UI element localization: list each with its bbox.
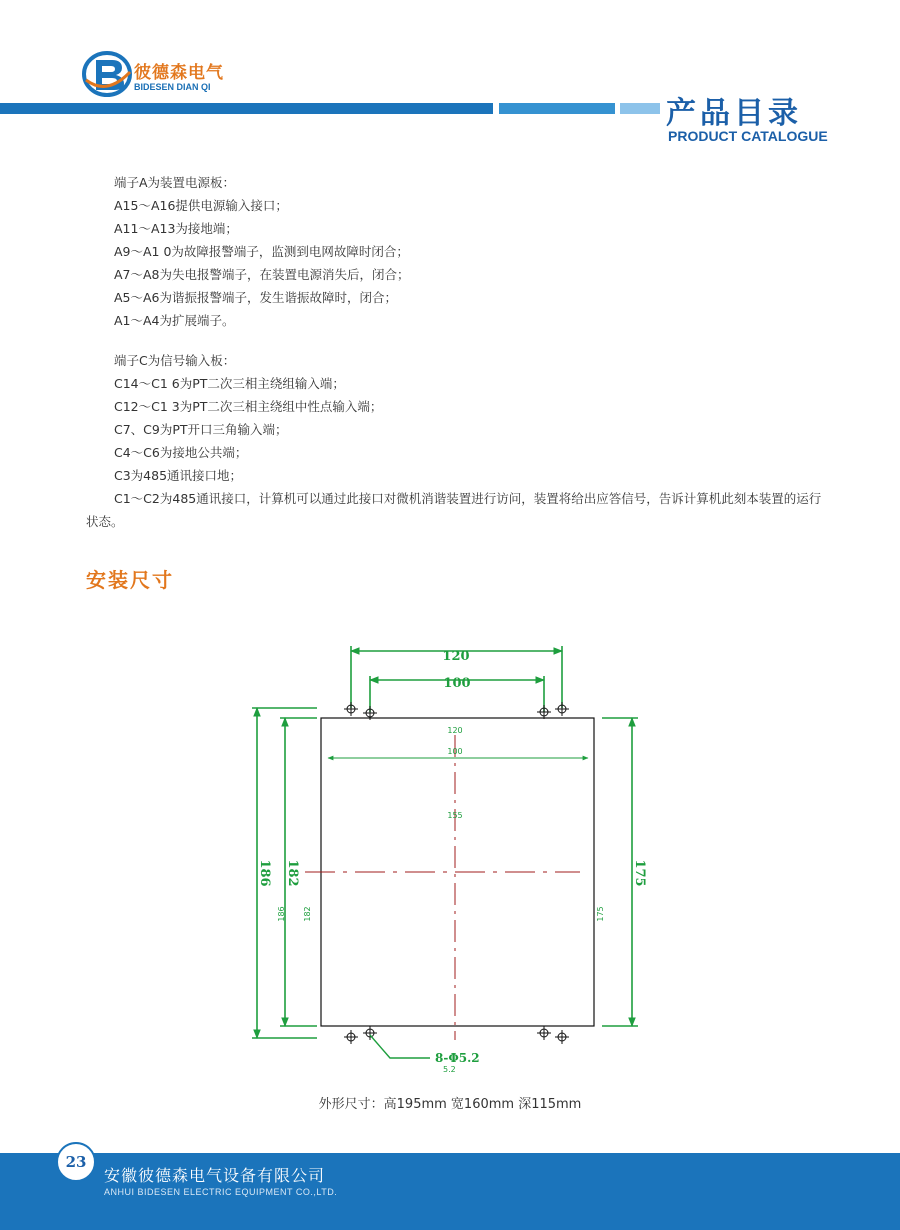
header-bar-light: [620, 103, 660, 114]
text-line: A5～A6为谐振报警端子，发生谐振故障时，闭合；: [114, 290, 398, 305]
text-paragraph: C1～C2为485通讯接口，计算机可以通过此接口对微机消谐装置进行访问，装置将给出应答信号，告诉计算机此刻本装置的运行状态。: [86, 491, 822, 529]
installation-dimension-drawing: [240, 640, 660, 1080]
company-logo: [82, 50, 232, 98]
dimensions-caption: 外形尺寸：高195mm 宽160mm 深115mm: [318, 1097, 582, 1112]
terminal-c-description: [86, 349, 826, 533]
page-number: 23: [56, 1142, 96, 1182]
dim-text-186-outer: 186: [257, 859, 272, 887]
dim-text-120-outer: 120: [442, 649, 470, 664]
text-line: A11～A13为接地端；: [114, 221, 238, 236]
logo-text-cn: 彼德森电气: [134, 63, 224, 83]
text-line: C7、C9为PT开口三角输入端；: [114, 422, 288, 437]
terminal-a-description: [86, 171, 826, 332]
dim-text-155: 155: [447, 811, 463, 820]
header-bar-mid: [499, 103, 615, 114]
hole-leader-line: [370, 1035, 430, 1058]
dim-text-120-inner: 120: [447, 726, 463, 735]
dim-text-182-outer: 182: [285, 859, 300, 887]
hole-label: 8-Φ5.2: [435, 1051, 480, 1065]
hole-diameter: 5.2: [443, 1065, 456, 1074]
text-line: A9～A1 0为故障报警端子，监测到电网故障时闭合；: [114, 244, 409, 259]
section-title-installation: 安装尺寸: [86, 568, 174, 592]
dim-text-182-inner: 182: [303, 906, 312, 922]
dim-text-175-inner: 175: [596, 906, 605, 922]
text-line: C12～C1 3为PT二次三相主绕组中性点输入端；: [114, 399, 383, 414]
dim-text-100-outer: 100: [443, 676, 471, 691]
dim-text-186-inner: 186: [277, 906, 286, 922]
text-line: C14～C1 6为PT二次三相主绕组输入端；: [114, 376, 345, 391]
text-line: A7～A8为失电报警端子，在装置电源消失后，闭合；: [114, 267, 410, 282]
logo-text-en: BIDESEN DIAN QI: [134, 82, 211, 92]
text-line: 端子C为信号输入板：: [114, 353, 236, 368]
text-line: A1～A4为扩展端子。: [114, 313, 235, 328]
logo-b-icon: [82, 50, 132, 98]
footer-company-en: ANHUI BIDESEN ELECTRIC EQUIPMENT CO.,LTD.: [104, 1187, 338, 1197]
dim-text-175-outer: 175: [632, 859, 647, 887]
catalogue-title-cn: 产品目录: [666, 96, 802, 131]
catalogue-title-en: PRODUCT CATALOGUE: [668, 128, 828, 144]
text-line: 端子A为装置电源板：: [114, 175, 236, 190]
footer-company-cn: 安徽彼德森电气设备有限公司: [104, 1166, 326, 1185]
text-line: C4～C6为接地公共端；: [114, 445, 248, 460]
text-line: C3为485通讯接口地；: [114, 468, 243, 483]
text-line: A15～A16提供电源输入接口；: [114, 198, 288, 213]
dim-text-100-inner: 100: [447, 747, 463, 756]
header-bar-dark: [0, 103, 493, 114]
